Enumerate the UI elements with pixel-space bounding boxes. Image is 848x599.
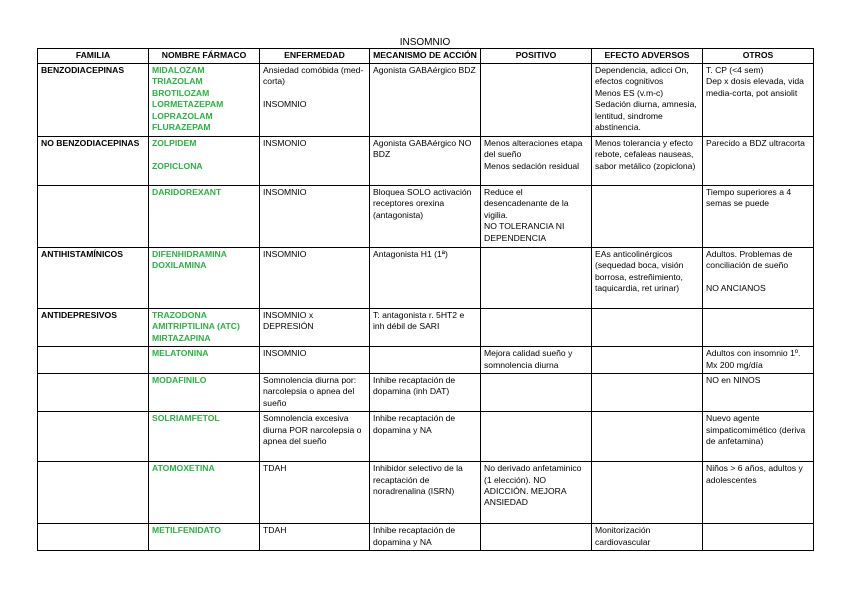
- cell-line: Mejora calidad sueño y somnolencia diurna: [484, 348, 573, 370]
- drug-name: LOPRAZOLAM: [152, 110, 213, 121]
- drug-name: LORMETAZEPAM: [152, 99, 224, 110]
- cell-mecanismo: [370, 64, 481, 137]
- drug-name: [152, 149, 256, 160]
- cell-nombre-farmaco: [149, 347, 260, 374]
- drug-name: BROTILOZAM: [152, 87, 210, 98]
- cell-enfermedad: [260, 524, 370, 551]
- cell-otros: [703, 186, 814, 248]
- cell-line: Dependencia, adicci On, efectos cognitivos: [595, 65, 689, 87]
- cell-familia: [38, 186, 149, 248]
- cell-mecanismo: [370, 347, 481, 374]
- cell-nombre-farmaco: [149, 64, 260, 137]
- cell-familia: [38, 524, 149, 551]
- cell-enfermedad: [260, 186, 370, 248]
- cell-line: NO ANCIANOS: [706, 283, 766, 294]
- cell-line: T. CP (<4 sem): [706, 65, 764, 75]
- cell-efecto-adversos: [592, 462, 703, 524]
- cell-line: Menos tolerancia y efecto rebote, cefaleas nauseas, sabor metálico (zopiclona): [595, 138, 696, 171]
- cell-line: TDAH: [263, 525, 287, 536]
- table-body: [38, 64, 814, 551]
- cell-enfermedad: [260, 64, 370, 137]
- header-efecto-adversos: EFECTO ADVERSOS: [592, 49, 703, 64]
- cell-line: INSMONIO: [263, 138, 307, 148]
- table-row: [38, 347, 814, 374]
- cell-efecto-adversos: [592, 309, 703, 347]
- cell-nombre-farmaco: [149, 137, 260, 186]
- cell-line: Adultos con insomnio 1º. Mx 200 mg/día: [706, 348, 801, 370]
- cell-line: INSOMNIO: [263, 249, 307, 259]
- cell-positivo: [481, 412, 592, 462]
- cell-efecto-adversos: [592, 374, 703, 412]
- header-familia: FAMILIA: [38, 49, 149, 64]
- cell-mecanismo: [370, 248, 481, 309]
- cell-positivo: [481, 374, 592, 412]
- drug-name: ZOLPIDEM: [152, 138, 197, 148]
- drug-name: MIDALOZAM: [152, 65, 205, 75]
- cell-positivo: [481, 186, 592, 248]
- cell-efecto-adversos: [592, 186, 703, 248]
- cell-line: INSOMNIO x DEPRESIÓN: [263, 310, 314, 332]
- cell-line: Somnolencia excesiva diurna POR narcolepsia o apnea del sueño: [263, 413, 362, 447]
- cell-otros: [703, 64, 814, 137]
- header-nombre-farmaco: NOMBRE FÁRMACO: [149, 49, 260, 64]
- drug-name: ZOPICLONA: [152, 160, 203, 171]
- cell-positivo: [481, 309, 592, 347]
- cell-positivo: [481, 248, 592, 309]
- cell-positivo: [481, 524, 592, 551]
- cell-positivo: [481, 462, 592, 524]
- cell-line: NO TOLERANCIA NI DEPENDENCIA: [484, 221, 565, 243]
- cell-familia: NO BENZODIACEPINAS: [38, 137, 149, 186]
- cell-otros: [703, 412, 814, 462]
- table-row: [38, 248, 814, 309]
- cell-otros: [703, 347, 814, 374]
- cell-line: Inhibe recaptación de dopamina (inh DAT): [373, 375, 456, 397]
- cell-line: Bloquea SOLO activación receptores orexina (antagonista): [373, 187, 472, 220]
- cell-line: INSOMNIO: [263, 348, 307, 359]
- drug-name: MODAFINILO: [152, 375, 207, 386]
- cell-mecanismo: [370, 309, 481, 347]
- drug-name: DOXILAMINA: [152, 260, 207, 271]
- cell-nombre-farmaco: [149, 309, 260, 347]
- cell-mecanismo: [370, 137, 481, 186]
- table-row: [38, 186, 814, 248]
- cell-familia: ANTIDEPRESIVOS: [38, 309, 149, 347]
- cell-nombre-farmaco: [149, 524, 260, 551]
- table-row: [38, 524, 814, 551]
- drug-name: TRAZODONA: [152, 310, 207, 320]
- cell-enfermedad: [260, 412, 370, 462]
- cell-line: Agonista GABAérgico BDZ: [373, 65, 476, 75]
- cell-line: TDAH: [263, 463, 287, 474]
- cell-otros: [703, 248, 814, 309]
- cell-nombre-farmaco: [149, 412, 260, 462]
- drug-name: DIFENHIDRAMINA: [152, 249, 227, 259]
- cell-familia: BENZODIACEPINAS: [38, 64, 149, 137]
- cell-line: INSOMNIO: [263, 187, 307, 197]
- drug-name: FLURAZEPAM: [152, 122, 211, 133]
- cell-familia: [38, 374, 149, 412]
- cell-nombre-farmaco: [149, 374, 260, 412]
- cell-line: Sedación diurna, amnesia, lentitud, sindrome abstinencia.: [595, 99, 697, 133]
- cell-line: Agonista GABAérgico NO BDZ: [373, 138, 472, 160]
- cell-mecanismo: [370, 374, 481, 412]
- cell-otros: [703, 137, 814, 186]
- cell-efecto-adversos: [592, 64, 703, 137]
- cell-efecto-adversos: [592, 137, 703, 186]
- insomnia-drug-table: [37, 48, 814, 551]
- table-row: [38, 412, 814, 462]
- cell-line: Inhibidor selectivo de la recaptación de noradrenalina (ISRN): [373, 463, 463, 497]
- drug-name: DARIDOREXANT: [152, 187, 222, 197]
- cell-otros: [703, 309, 814, 347]
- cell-line: EAs anticolinérgicos (sequedad boca, visión borrosa, estreñimiento, taquicardia, ret urinar): [595, 249, 684, 294]
- cell-enfermedad: [260, 374, 370, 412]
- cell-line: Somnolencia diurna por: narcolepsia o apnea del sueño: [263, 375, 357, 408]
- cell-enfermedad: [260, 309, 370, 347]
- cell-line: Ansiedad comóbida (med-corta): [263, 65, 364, 87]
- cell-line: Inhibe recaptación de dopamina y NA: [373, 413, 456, 435]
- cell-line: [706, 272, 810, 283]
- cell-nombre-farmaco: [149, 186, 260, 248]
- cell-mecanismo: [370, 462, 481, 524]
- table-row: [38, 137, 814, 186]
- drug-name: TRIAZOLAM: [152, 76, 203, 87]
- cell-line: Nuevo agente simpaticomimético (deriva de anfetamina): [706, 413, 806, 447]
- cell-line: Tiempo superiores a 4 semas se puede: [706, 187, 792, 209]
- cell-efecto-adversos: [592, 248, 703, 309]
- header-mecanismo: MECANISMO DE ACCIÓN: [370, 49, 481, 64]
- cell-line: Antagonista H1 (1ª): [373, 249, 448, 259]
- drug-name: ATOMOXETINA: [152, 463, 215, 474]
- cell-mecanismo: [370, 186, 481, 248]
- cell-line: [263, 88, 366, 99]
- cell-line: Menos ES (v.m-c): [595, 87, 664, 98]
- cell-line: Niños > 6 años, adultos y adolescentes: [706, 463, 803, 485]
- cell-mecanismo: [370, 412, 481, 462]
- cell-otros: [703, 374, 814, 412]
- cell-enfermedad: [260, 462, 370, 524]
- cell-familia: [38, 412, 149, 462]
- cell-line: Parecido a BDZ ultracorta: [706, 138, 805, 148]
- cell-line: Monitorización cardiovascular: [595, 525, 651, 547]
- cell-otros: [703, 524, 814, 551]
- cell-familia: ANTIHISTAMÍNICOS: [38, 248, 149, 309]
- drug-name: SOLRIAMFETOL: [152, 413, 220, 424]
- cell-nombre-farmaco: [149, 248, 260, 309]
- cell-familia: [38, 347, 149, 374]
- cell-line: Dep x dosis elevada, vida media-corta, pot ansiolit: [706, 76, 804, 98]
- cell-line: INSOMNIO: [263, 99, 307, 110]
- cell-line: Menos sedación residual: [484, 160, 580, 171]
- cell-positivo: [481, 64, 592, 137]
- cell-line: NO en NINOS: [706, 375, 761, 386]
- cell-efecto-adversos: [592, 412, 703, 462]
- table-row: [38, 64, 814, 137]
- cell-efecto-adversos: [592, 524, 703, 551]
- cell-positivo: [481, 137, 592, 186]
- cell-line: Inhibe recaptación de dopamina y NA: [373, 525, 456, 547]
- cell-mecanismo: [370, 524, 481, 551]
- drug-name: MELATONINA: [152, 348, 209, 359]
- cell-positivo: [481, 347, 592, 374]
- cell-otros: [703, 462, 814, 524]
- drug-name: AMITRIPTILINA (ATC): [152, 321, 240, 332]
- cell-familia: [38, 462, 149, 524]
- header-enfermedad: ENFERMEDAD: [260, 49, 370, 64]
- cell-line: Menos alteraciones etapa del sueño: [484, 138, 583, 160]
- cell-enfermedad: [260, 347, 370, 374]
- cell-nombre-farmaco: [149, 462, 260, 524]
- header-positivo: POSITIVO: [481, 49, 592, 64]
- cell-line: Adultos. Problemas de conciliación de sueño: [706, 249, 793, 271]
- table-header-row: [38, 49, 814, 64]
- header-otros: OTROS: [703, 49, 814, 64]
- cell-line: T: antagonista r. 5HT2 e inh débil de SARI: [373, 310, 465, 332]
- cell-line: Reduce el desencadenante de la vigilia.: [484, 187, 569, 220]
- table-row: [38, 374, 814, 412]
- table-row: [38, 462, 814, 524]
- document-title: INSOMNIO: [399, 37, 451, 48]
- cell-line: No derivado anfetaminico (1 elección). NO ADICCIÓN. MEJORA ANSIEDAD: [484, 463, 582, 508]
- drug-name: MIRTAZAPINA: [152, 332, 211, 343]
- drug-name: METILFENIDATO: [152, 525, 221, 536]
- table-row: [38, 309, 814, 347]
- cell-enfermedad: [260, 137, 370, 186]
- cell-enfermedad: [260, 248, 370, 309]
- cell-efecto-adversos: [592, 347, 703, 374]
